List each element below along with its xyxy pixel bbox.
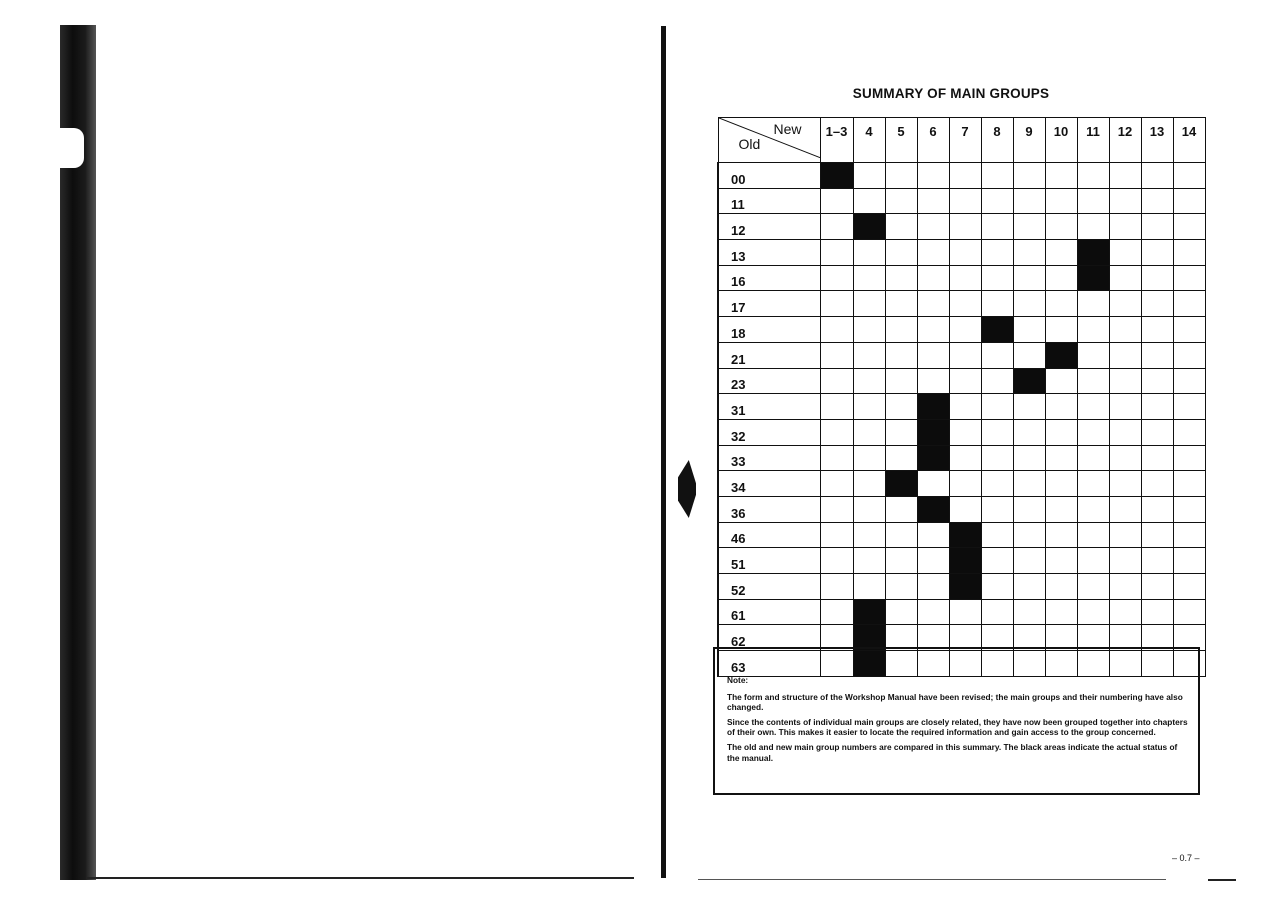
old-group-label: 21 xyxy=(718,342,820,368)
grid-cell xyxy=(1045,394,1077,420)
grid-cell xyxy=(981,368,1013,394)
mapped-cell xyxy=(917,419,949,445)
grid-cell xyxy=(1109,368,1141,394)
grid-cell xyxy=(1173,368,1205,394)
grid-cell xyxy=(820,599,853,625)
page-number: – 0.7 – xyxy=(1172,853,1200,863)
table-row xyxy=(718,368,1205,394)
grid-cell xyxy=(853,265,885,291)
grid-cell xyxy=(1077,471,1109,497)
grid-cell xyxy=(1013,317,1045,343)
old-group-label: 31 xyxy=(718,394,820,420)
grid-cell xyxy=(853,368,885,394)
grid-cell xyxy=(853,317,885,343)
grid-cell xyxy=(981,342,1013,368)
old-group-label: 46 xyxy=(718,522,820,548)
grid-cell xyxy=(981,291,1013,317)
grid-cell xyxy=(1045,214,1077,240)
grid-cell xyxy=(1141,163,1173,189)
grid-cell xyxy=(1077,317,1109,343)
grid-cell xyxy=(1045,471,1077,497)
grid-cell xyxy=(949,419,981,445)
grid-cell xyxy=(1141,240,1173,266)
old-group-label: 12 xyxy=(718,214,820,240)
grid-cell xyxy=(1013,445,1045,471)
old-group-label: 11 xyxy=(718,188,820,214)
mapped-cell xyxy=(853,214,885,240)
grid-cell xyxy=(981,574,1013,600)
grid-cell xyxy=(820,368,853,394)
grid-cell xyxy=(917,317,949,343)
grid-cell xyxy=(949,394,981,420)
grid-cell xyxy=(917,342,949,368)
grid-cell xyxy=(1077,214,1109,240)
grid-cell xyxy=(885,265,917,291)
note-paragraph: Since the contents of individual main groups are closely related, they have now been grouped together into chapters of their own. This makes it easier to locate the required information and gain access to the group concerned. xyxy=(727,716,1188,738)
grid-cell xyxy=(1013,522,1045,548)
grid-cell xyxy=(1173,342,1205,368)
old-group-label: 52 xyxy=(718,574,820,600)
grid-cell xyxy=(1109,496,1141,522)
grid-cell xyxy=(1045,265,1077,291)
grid-cell xyxy=(820,394,853,420)
grid-cell xyxy=(949,188,981,214)
grid-cell xyxy=(1141,419,1173,445)
grid-cell xyxy=(1173,599,1205,625)
grid-cell xyxy=(1109,419,1141,445)
grid-cell xyxy=(853,240,885,266)
grid-cell xyxy=(1045,317,1077,343)
new-group-header: 5 xyxy=(885,118,917,163)
table-row xyxy=(718,548,1205,574)
table-row xyxy=(718,188,1205,214)
grid-cell xyxy=(1141,445,1173,471)
right-page-bottom-rule-end xyxy=(1208,879,1236,881)
grid-cell xyxy=(981,419,1013,445)
grid-cell xyxy=(917,291,949,317)
grid-cell xyxy=(1013,240,1045,266)
new-group-header: 7 xyxy=(949,118,981,163)
grid-cell xyxy=(1013,496,1045,522)
grid-cell xyxy=(917,471,949,497)
grid-cell xyxy=(1045,291,1077,317)
grid-cell xyxy=(885,548,917,574)
grid-cell xyxy=(885,317,917,343)
note-box xyxy=(713,647,1200,795)
grid-cell xyxy=(1141,368,1173,394)
grid-cell xyxy=(885,342,917,368)
note-paragraph: The old and new main group numbers are compared in this summary. The black areas indicate the actual status of the manual. xyxy=(727,742,1178,763)
grid-cell xyxy=(917,240,949,266)
grid-cell xyxy=(917,522,949,548)
table-row xyxy=(718,522,1205,548)
old-group-label: 36 xyxy=(718,496,820,522)
grid-cell xyxy=(949,368,981,394)
grid-cell xyxy=(1109,240,1141,266)
grid-cell xyxy=(1141,548,1173,574)
page-title: SUMMARY OF MAIN GROUPS xyxy=(852,86,1050,101)
grid-cell xyxy=(1109,471,1141,497)
old-group-label: 16 xyxy=(718,265,820,291)
grid-cell xyxy=(949,265,981,291)
grid-cell xyxy=(1109,214,1141,240)
grid-cell xyxy=(885,574,917,600)
new-group-header: 14 xyxy=(1173,118,1205,163)
table-row xyxy=(718,291,1205,317)
grid-cell xyxy=(820,265,853,291)
grid-cell xyxy=(1109,522,1141,548)
table-row xyxy=(718,599,1205,625)
grid-cell xyxy=(885,188,917,214)
grid-cell xyxy=(820,342,853,368)
mapped-cell xyxy=(949,574,981,600)
grid-cell xyxy=(853,548,885,574)
mapped-cell xyxy=(1013,368,1045,394)
grid-cell xyxy=(1077,419,1109,445)
table-row xyxy=(718,163,1205,189)
old-group-label: 18 xyxy=(718,317,820,343)
grid-cell xyxy=(885,394,917,420)
grid-cell xyxy=(917,163,949,189)
grid-cell xyxy=(1109,291,1141,317)
grid-cell xyxy=(1173,214,1205,240)
mapped-cell xyxy=(885,471,917,497)
grid-cell xyxy=(981,163,1013,189)
grid-cell xyxy=(853,445,885,471)
old-group-label: 23 xyxy=(718,368,820,394)
grid-cell xyxy=(1045,548,1077,574)
table-row xyxy=(718,317,1205,343)
corner-old-label: Old xyxy=(738,136,761,152)
grid-cell xyxy=(885,419,917,445)
grid-cell xyxy=(820,574,853,600)
mapped-cell xyxy=(1077,240,1109,266)
grid-cell xyxy=(917,214,949,240)
grid-cell xyxy=(1141,214,1173,240)
old-group-label: 32 xyxy=(718,419,820,445)
grid-cell xyxy=(1173,522,1205,548)
new-group-header: 6 xyxy=(917,118,949,163)
grid-cell xyxy=(981,471,1013,497)
table-corner-header xyxy=(718,118,820,163)
binding-notch xyxy=(58,128,84,168)
grid-cell xyxy=(981,394,1013,420)
grid-cell xyxy=(1109,265,1141,291)
corner-new-label: New xyxy=(773,121,802,137)
grid-cell xyxy=(1141,265,1173,291)
grid-cell xyxy=(1077,522,1109,548)
grid-cell xyxy=(885,599,917,625)
grid-cell xyxy=(1173,394,1205,420)
grid-cell xyxy=(949,445,981,471)
grid-cell xyxy=(853,522,885,548)
grid-cell xyxy=(917,574,949,600)
grid-cell xyxy=(1045,163,1077,189)
mapped-cell xyxy=(917,496,949,522)
arrow-mark-icon xyxy=(678,460,696,518)
grid-cell xyxy=(820,317,853,343)
grid-cell xyxy=(981,445,1013,471)
grid-cell xyxy=(949,599,981,625)
old-group-label: 62 xyxy=(718,625,820,651)
grid-cell xyxy=(1077,163,1109,189)
right-page-bottom-rule xyxy=(698,879,1166,880)
grid-cell xyxy=(1077,445,1109,471)
grid-cell xyxy=(1045,574,1077,600)
grid-cell xyxy=(1013,291,1045,317)
new-group-header: 4 xyxy=(853,118,885,163)
old-group-label: 61 xyxy=(718,599,820,625)
grid-cell xyxy=(917,368,949,394)
grid-cell xyxy=(1173,548,1205,574)
grid-cell xyxy=(1045,419,1077,445)
grid-cell xyxy=(949,471,981,497)
grid-cell xyxy=(820,522,853,548)
grid-cell xyxy=(1013,163,1045,189)
grid-cell xyxy=(917,599,949,625)
grid-cell xyxy=(1013,265,1045,291)
grid-cell xyxy=(1109,317,1141,343)
table-row xyxy=(718,496,1205,522)
grid-cell xyxy=(949,342,981,368)
grid-cell xyxy=(820,548,853,574)
mapped-cell xyxy=(949,522,981,548)
grid-cell xyxy=(820,419,853,445)
mapped-cell xyxy=(1045,342,1077,368)
grid-cell xyxy=(853,291,885,317)
grid-cell xyxy=(981,599,1013,625)
grid-cell xyxy=(853,342,885,368)
mapped-cell xyxy=(981,317,1013,343)
new-group-header: 13 xyxy=(1141,118,1173,163)
grid-cell xyxy=(1173,574,1205,600)
grid-cell xyxy=(820,291,853,317)
grid-cell xyxy=(1173,496,1205,522)
new-group-header: 9 xyxy=(1013,118,1045,163)
grid-cell xyxy=(1013,188,1045,214)
grid-cell xyxy=(1173,265,1205,291)
grid-cell xyxy=(1173,240,1205,266)
grid-cell xyxy=(1013,599,1045,625)
grid-cell xyxy=(1109,163,1141,189)
grid-cell xyxy=(1077,368,1109,394)
grid-cell xyxy=(1141,394,1173,420)
old-group-label: 34 xyxy=(718,471,820,497)
left-page-bottom-rule xyxy=(86,877,634,879)
grid-cell xyxy=(1013,214,1045,240)
old-group-label: 00 xyxy=(718,163,820,189)
grid-cell xyxy=(820,445,853,471)
grid-cell xyxy=(1013,419,1045,445)
grid-cell xyxy=(1045,240,1077,266)
grid-cell xyxy=(1141,317,1173,343)
grid-cell xyxy=(1141,188,1173,214)
table-row xyxy=(718,394,1205,420)
grid-cell xyxy=(853,394,885,420)
mapped-cell xyxy=(820,163,853,189)
grid-cell xyxy=(1173,445,1205,471)
grid-cell xyxy=(917,188,949,214)
grid-cell xyxy=(1141,496,1173,522)
table-row xyxy=(718,445,1205,471)
table-row xyxy=(718,471,1205,497)
grid-cell xyxy=(885,163,917,189)
grid-cell xyxy=(1077,342,1109,368)
old-group-label: 13 xyxy=(718,240,820,266)
grid-cell xyxy=(1141,522,1173,548)
grid-cell xyxy=(981,240,1013,266)
old-group-label: 33 xyxy=(718,445,820,471)
grid-cell xyxy=(949,214,981,240)
new-group-header: 11 xyxy=(1077,118,1109,163)
grid-cell xyxy=(820,188,853,214)
grid-cell xyxy=(1013,574,1045,600)
grid-cell xyxy=(1141,291,1173,317)
grid-cell xyxy=(885,496,917,522)
grid-cell xyxy=(949,240,981,266)
table-row xyxy=(718,265,1205,291)
grid-cell xyxy=(1141,599,1173,625)
grid-cell xyxy=(820,496,853,522)
grid-cell xyxy=(885,445,917,471)
grid-cell xyxy=(820,214,853,240)
grid-cell xyxy=(1013,342,1045,368)
grid-cell xyxy=(1077,574,1109,600)
grid-cell xyxy=(1045,522,1077,548)
grid-cell xyxy=(853,188,885,214)
grid-cell xyxy=(1013,394,1045,420)
grid-cell xyxy=(949,496,981,522)
grid-cell xyxy=(917,548,949,574)
table-row xyxy=(718,214,1205,240)
grid-cell xyxy=(1109,548,1141,574)
grid-cell xyxy=(853,496,885,522)
table-row xyxy=(718,240,1205,266)
table-row xyxy=(718,574,1205,600)
grid-cell xyxy=(1109,188,1141,214)
grid-cell xyxy=(885,240,917,266)
grid-cell xyxy=(1173,317,1205,343)
grid-cell xyxy=(885,214,917,240)
grid-cell xyxy=(1045,496,1077,522)
grid-cell xyxy=(1077,496,1109,522)
grid-cell xyxy=(1077,188,1109,214)
grid-cell xyxy=(981,496,1013,522)
grid-cell xyxy=(1173,471,1205,497)
grid-cell xyxy=(885,368,917,394)
grid-cell xyxy=(1109,394,1141,420)
table-row xyxy=(718,342,1205,368)
grid-cell xyxy=(949,163,981,189)
grid-cell xyxy=(917,265,949,291)
grid-cell xyxy=(1141,471,1173,497)
grid-cell xyxy=(981,214,1013,240)
mapped-cell xyxy=(917,394,949,420)
note-paragraph: The form and structure of the Workshop Manual have been revised; the main groups and their numbering have also changed. xyxy=(727,691,1183,713)
new-group-header: 12 xyxy=(1109,118,1141,163)
corner-diagonal xyxy=(719,118,821,158)
grid-cell xyxy=(1045,445,1077,471)
grid-cell xyxy=(949,317,981,343)
old-group-label: 51 xyxy=(718,548,820,574)
grid-cell xyxy=(1141,342,1173,368)
grid-cell xyxy=(1173,419,1205,445)
grid-cell xyxy=(981,548,1013,574)
grid-cell xyxy=(820,240,853,266)
grid-cell xyxy=(1013,471,1045,497)
grid-cell xyxy=(885,291,917,317)
mapped-cell xyxy=(917,445,949,471)
grid-cell xyxy=(1173,291,1205,317)
grid-cell xyxy=(853,574,885,600)
grid-cell xyxy=(1077,291,1109,317)
grid-cell xyxy=(885,522,917,548)
grid-cell xyxy=(853,419,885,445)
grid-cell xyxy=(853,163,885,189)
grid-cell xyxy=(1141,574,1173,600)
group-summary-table xyxy=(717,117,1206,677)
grid-cell xyxy=(1173,163,1205,189)
grid-cell xyxy=(1109,445,1141,471)
grid-cell xyxy=(1045,188,1077,214)
new-group-header: 8 xyxy=(981,118,1013,163)
grid-cell xyxy=(1109,342,1141,368)
note-heading: Note: xyxy=(727,675,749,685)
grid-cell xyxy=(949,291,981,317)
mapped-cell xyxy=(1077,265,1109,291)
new-group-header: 1–3 xyxy=(820,118,853,163)
grid-cell xyxy=(1077,394,1109,420)
grid-cell xyxy=(1077,548,1109,574)
grid-cell xyxy=(1109,599,1141,625)
old-group-label: 17 xyxy=(718,291,820,317)
grid-cell xyxy=(1045,599,1077,625)
grid-cell xyxy=(981,522,1013,548)
table-row xyxy=(718,419,1205,445)
mapped-cell xyxy=(949,548,981,574)
new-group-header: 10 xyxy=(1045,118,1077,163)
grid-cell xyxy=(853,471,885,497)
grid-cell xyxy=(1109,574,1141,600)
grid-cell xyxy=(820,471,853,497)
old-group-label: 63 xyxy=(718,651,820,677)
grid-cell xyxy=(981,265,1013,291)
page-fold-line xyxy=(661,26,666,878)
mapped-cell xyxy=(853,599,885,625)
grid-cell xyxy=(981,188,1013,214)
grid-cell xyxy=(1077,599,1109,625)
grid-cell xyxy=(1013,548,1045,574)
grid-cell xyxy=(1045,368,1077,394)
grid-cell xyxy=(1173,188,1205,214)
